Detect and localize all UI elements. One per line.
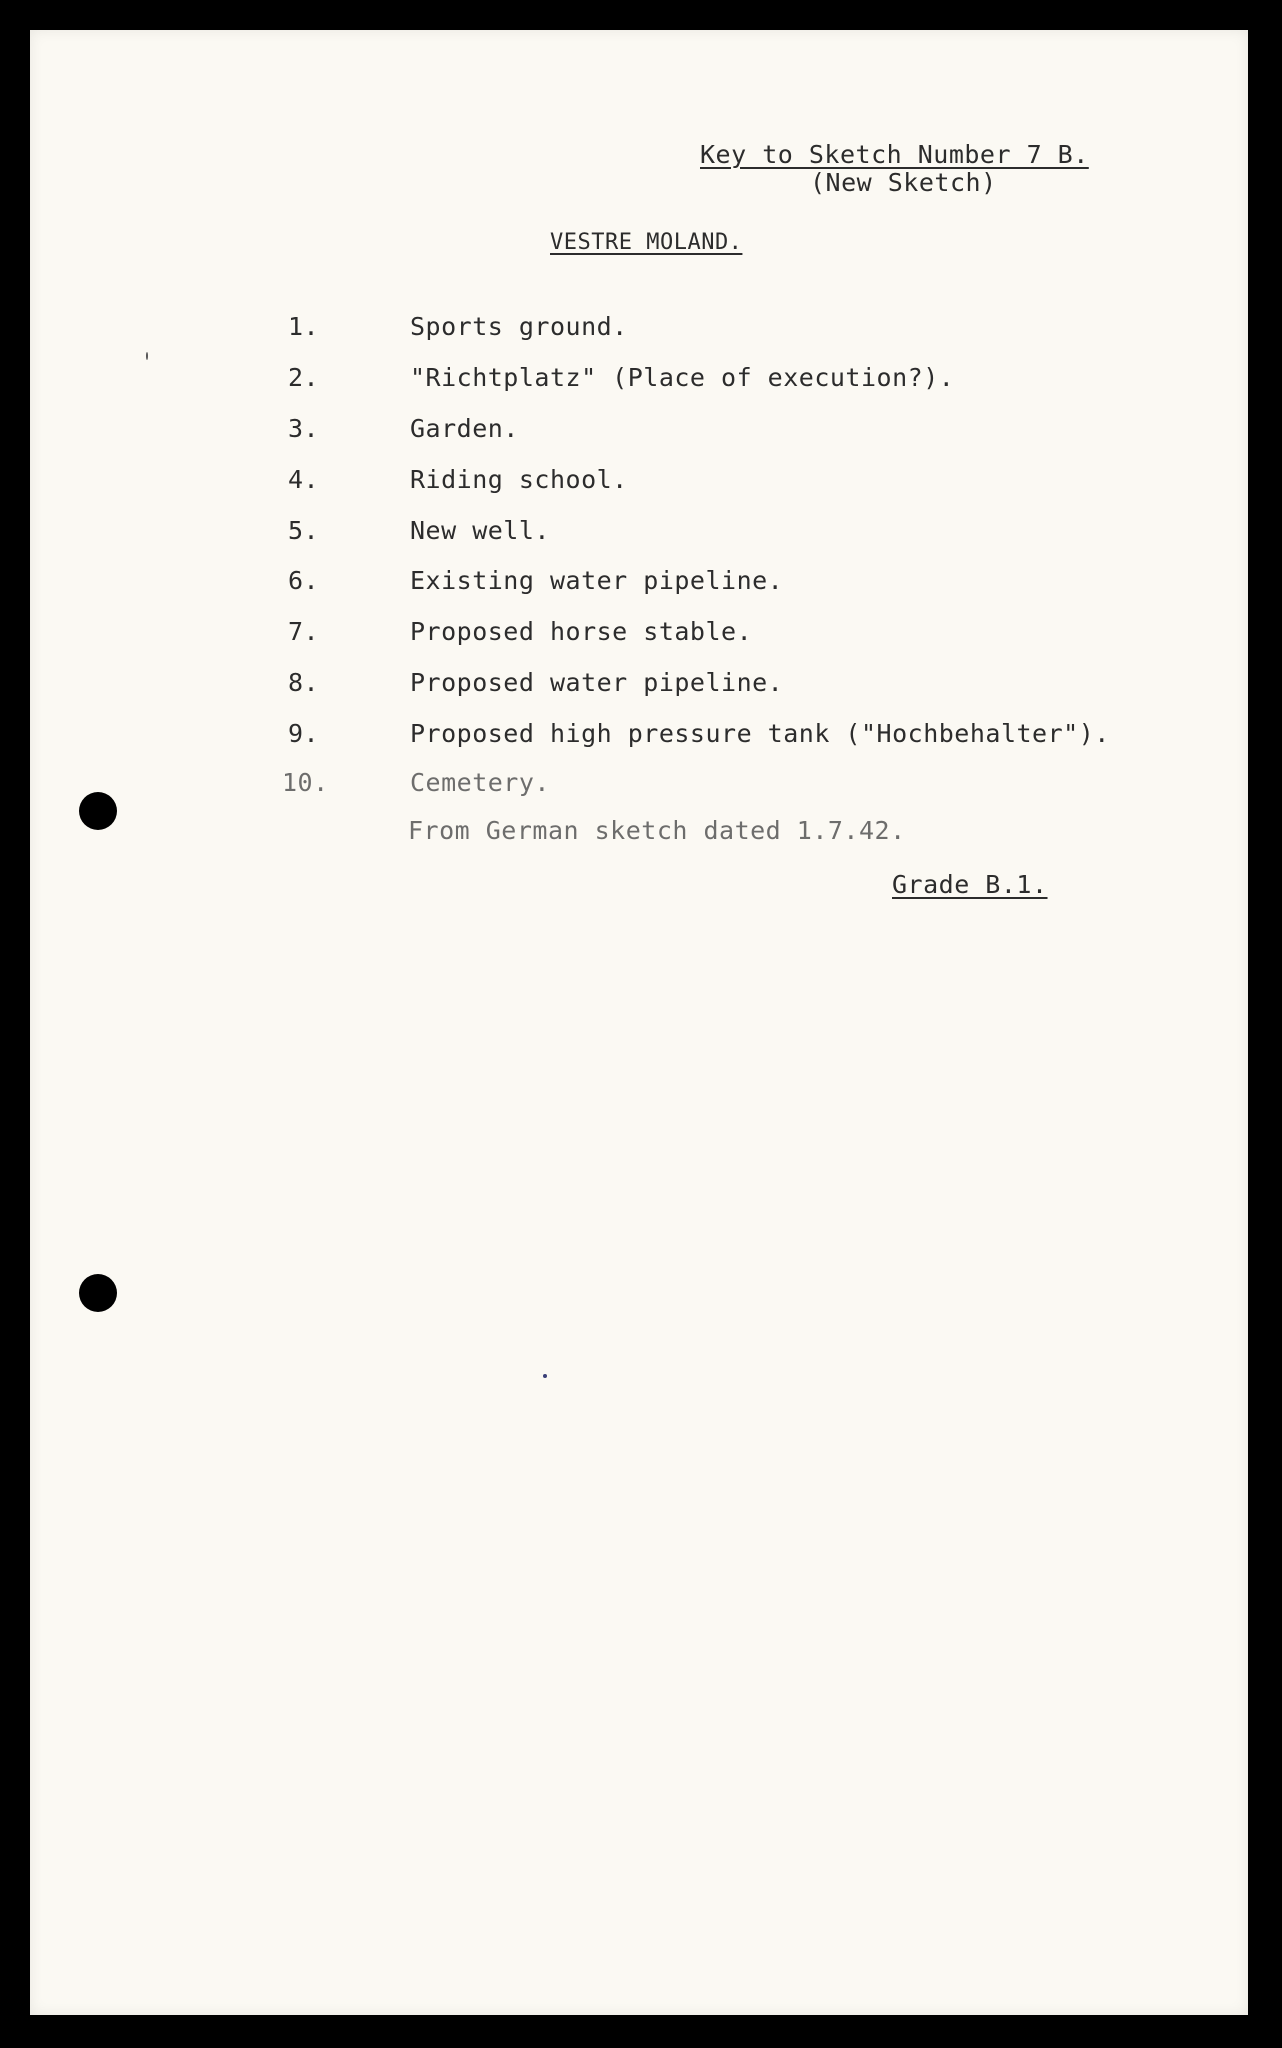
item-number: 6. (288, 566, 320, 595)
punch-hole (79, 792, 117, 830)
item-text: Cemetery. (410, 768, 550, 797)
item-number: 2. (288, 363, 320, 392)
paper-sheet (30, 30, 1248, 2015)
item-text: Riding school. (410, 465, 628, 494)
item-number: 3. (288, 414, 320, 443)
item-number: 10. (282, 768, 329, 797)
item-text: Existing water pipeline. (410, 566, 784, 595)
key-heading: Key to Sketch Number 7 B. (700, 140, 1089, 169)
item-number: 5. (288, 516, 320, 545)
item-text: Proposed high pressure tank ("Hochbehalter"). (410, 719, 1110, 748)
grade-label: Grade B.1. (892, 870, 1048, 899)
key-subheading: (New Sketch) (810, 168, 997, 197)
item-number: 7. (288, 617, 320, 646)
item-number: 1. (288, 312, 320, 341)
item-number: 8. (288, 668, 320, 697)
item-number: 9. (288, 719, 320, 748)
item-text: Sports ground. (410, 312, 628, 341)
item-text: Proposed horse stable. (410, 617, 753, 646)
item-text: New well. (410, 516, 550, 545)
source-note: From German sketch dated 1.7.42. (408, 816, 906, 845)
document-title: VESTRE MOLAND. (550, 230, 743, 255)
item-text: "Richtplatz" (Place of execution?). (410, 363, 955, 392)
punch-hole (79, 1274, 117, 1312)
item-number: 4. (288, 465, 320, 494)
item-text: Garden. (410, 414, 519, 443)
item-text: Proposed water pipeline. (410, 668, 784, 697)
ink-speck (146, 352, 148, 360)
ink-speck (543, 1374, 547, 1378)
